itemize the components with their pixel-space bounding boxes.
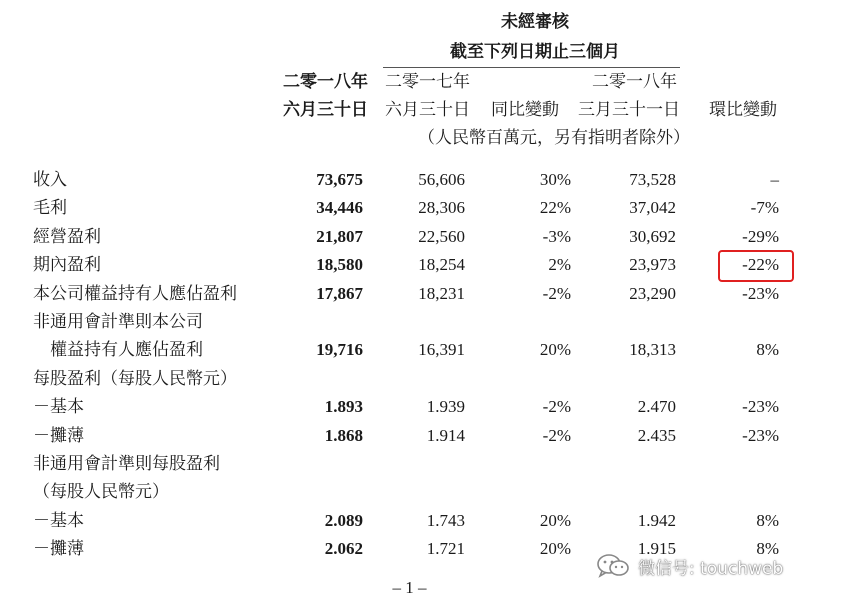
row-value-c4: 1.942 [637,510,676,530]
col2-date: 六月三十日 [385,100,470,120]
table-row [0,507,843,535]
row-value-c3: 20% [539,539,571,559]
row-label: 權益持有人應佔盈利 [50,340,203,361]
row-value-c1: 21,807 [316,226,363,246]
row-value-c1: 73,675 [316,170,363,189]
page-number: – 1 – [392,578,427,597]
row-value-c5: -23% [742,397,779,417]
row-value-c1: 19,716 [316,340,363,360]
table-row [0,251,843,279]
row-value-c1: 1.868 [324,425,363,445]
row-value-c3: 20% [539,340,571,360]
col1-date: 六月三十日 [283,100,368,120]
row-value-c4: 23,973 [629,255,676,275]
row-value-c1: 2.089 [324,510,363,530]
highlight-box [718,250,794,282]
row-value-c2: 28,306 [418,198,465,218]
row-value-c5: -7% [750,198,779,218]
row-value-c5: -23% [742,283,779,303]
row-value-c2: 22,560 [418,226,465,246]
wechat-watermark [596,553,783,579]
wechat-icon [596,553,630,579]
row-value-c2: 1.721 [426,539,465,559]
row-value-c1: 1.893 [324,397,363,417]
row-label: （每股人民幣元） [33,482,169,503]
row-label: －攤薄 [33,539,84,560]
row-value-c1: 17,867 [316,283,363,303]
col4-year: 二零一八年 [592,72,677,92]
row-value-c4: 2.470 [637,397,676,417]
row-label: 收入 [33,170,67,190]
table-row [0,166,843,194]
row-value-c2: 16,391 [418,340,465,360]
row-value-c3: 30% [539,170,571,189]
period-rule [383,67,680,68]
row-value-c4: 23,290 [629,283,676,303]
row-value-c5: – [770,170,779,189]
row-value-c4: 30,692 [629,226,676,246]
row-label: 期內盈利 [33,255,101,276]
col3-heading: 同比變動 [491,100,559,120]
table-row [0,365,843,393]
row-value-c2: 1.939 [426,397,465,417]
row-label: 每股盈利（每股人民幣元） [33,368,237,389]
row-value-c4: 18,313 [629,340,676,360]
row-value-c2: 1.743 [426,510,465,530]
row-label: 非通用會計準則每股盈利 [33,454,220,474]
table-row [0,450,843,478]
row-value-c1: 2.062 [324,539,363,559]
row-value-c5: 8% [756,539,779,559]
row-value-c5: -22% [742,255,779,275]
table-row [0,393,843,421]
row-label: 毛利 [33,198,67,219]
col2-year: 二零一七年 [385,72,470,92]
row-value-c2: 18,254 [418,255,465,275]
col4-date: 三月三十一日 [578,100,680,120]
row-value-c3: -3% [542,226,571,246]
table-row [0,422,843,450]
table-row [0,223,843,251]
table-row [0,336,843,364]
row-label: －基本 [33,397,84,418]
row-value-c5: 8% [756,340,779,360]
row-value-c4: 1.915 [637,539,676,559]
row-label: 非通用會計準則本公司 [33,312,203,332]
row-value-c1: 18,580 [316,255,363,275]
row-value-c4: 2.435 [637,425,676,445]
row-value-c2: 56,606 [418,170,465,189]
row-value-c5: 8% [756,510,779,530]
row-value-c3: -2% [542,283,571,303]
row-value-c3: 20% [539,510,571,530]
row-value-c3: 22% [539,198,571,218]
col1-year: 二零一八年 [283,72,368,92]
table-row [0,478,843,506]
row-value-c2: 18,231 [418,283,465,303]
unaudited-heading: 未經審核 [501,12,569,32]
row-value-c2: 1.914 [426,425,465,445]
period-heading: 截至下列日期止三個月 [450,42,620,62]
table-row [0,194,843,222]
row-label: 經營盈利 [33,226,101,247]
row-value-c3: 2% [548,255,571,275]
watermark-text: 微信号: touchweb [638,558,784,579]
table-row [0,280,843,308]
row-value-c3: -2% [542,425,571,445]
units-note: （人民幣百萬元，另有指明者除外） [418,128,690,148]
row-value-c5: -23% [742,425,779,445]
row-value-c1: 34,446 [316,198,363,218]
row-label: －攤薄 [33,425,84,446]
table-row [0,308,843,336]
row-label: －基本 [33,510,84,531]
col5-heading: 環比變動 [709,100,777,120]
row-label: 本公司權益持有人應佔盈利 [33,283,237,304]
row-value-c4: 37,042 [629,198,676,218]
row-value-c4: 73,528 [629,170,676,189]
row-value-c3: -2% [542,397,571,417]
row-value-c5: -29% [742,226,779,246]
